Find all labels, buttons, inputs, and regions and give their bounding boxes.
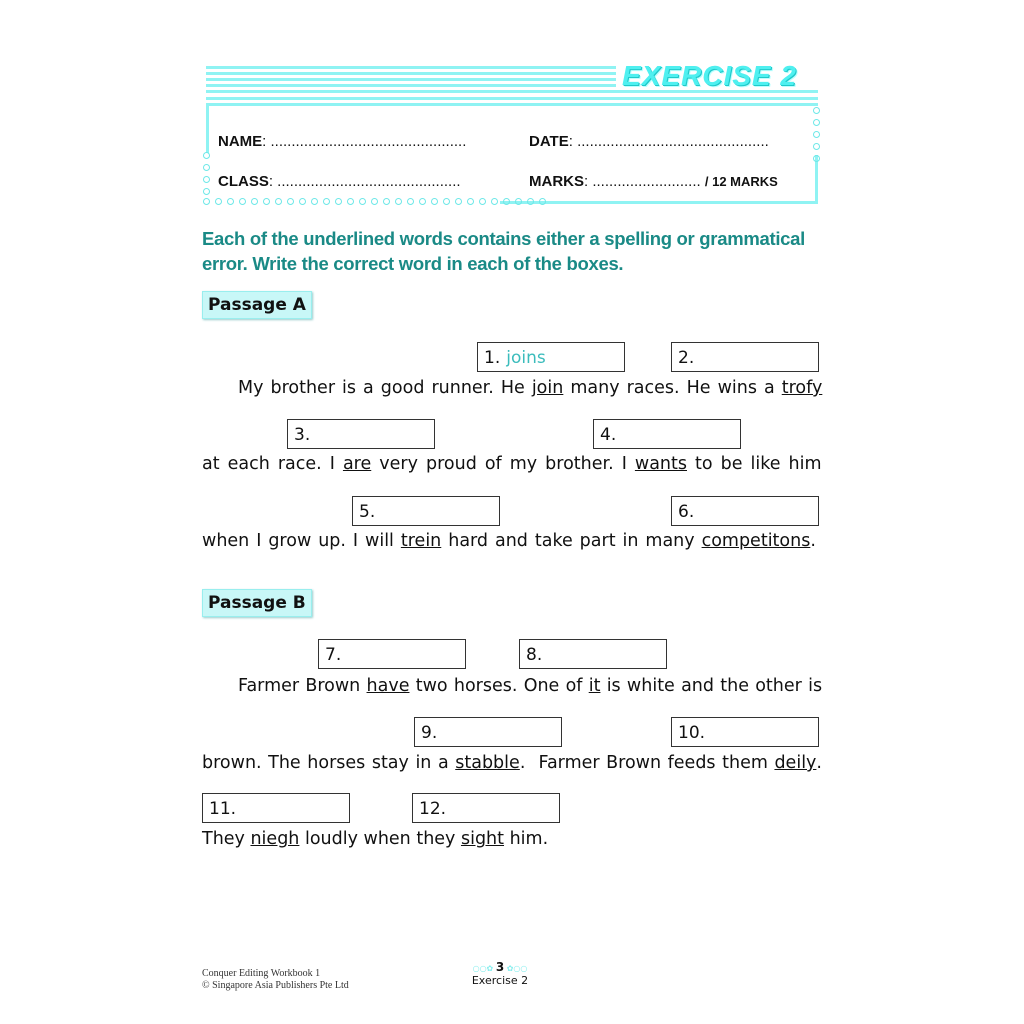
header-rule <box>206 97 818 100</box>
passage-line <box>238 676 822 696</box>
underlined-error-word: stabble <box>455 753 520 773</box>
answer-box-1[interactable] <box>477 342 625 372</box>
answer-input[interactable] <box>705 722 809 743</box>
box-number: 3. <box>294 425 311 445</box>
passage-text: many races. He wins a <box>563 378 782 398</box>
answer-input[interactable] <box>694 347 798 368</box>
box-number: 5. <box>359 502 376 522</box>
box-number: 7. <box>325 645 342 665</box>
book-title: Conquer Editing Workbook 1 <box>202 968 321 979</box>
answer-box-4[interactable] <box>593 419 741 449</box>
answer-input[interactable] <box>341 644 445 665</box>
underlined-error-word: niegh <box>250 829 300 849</box>
answer-box-3[interactable] <box>287 419 435 449</box>
passage-line <box>238 378 822 398</box>
passage-line <box>202 454 822 474</box>
passage-text: at each race. I <box>202 454 343 474</box>
answer-text: joins <box>506 348 546 368</box>
underlined-error-word: have <box>366 676 410 696</box>
passage-text: brown. The horses stay in a <box>202 753 456 773</box>
underlined-error-word: sight <box>460 829 505 849</box>
date-field[interactable]: DATE: .............................................. <box>529 133 769 150</box>
box-number: 1. <box>484 348 501 368</box>
answer-box-5[interactable] <box>352 496 500 526</box>
copyright: © Singapore Asia Publishers Pte Ltd <box>202 980 349 991</box>
marks-field[interactable]: MARKS: .......................... / 12 MARKS <box>529 173 778 190</box>
answer-box-6[interactable] <box>671 496 819 526</box>
passage-text: when I grow up. I will <box>202 531 401 551</box>
passage-text: . <box>816 753 822 773</box>
footer-publisher <box>202 968 349 992</box>
passage-text: Farmer Brown <box>238 676 367 696</box>
answer-input[interactable] <box>236 798 340 819</box>
underlined-error-word: wants <box>634 454 687 474</box>
box-number: 4. <box>600 425 617 445</box>
passage-a-title: Passage A <box>202 291 312 319</box>
underlined-error-word: join <box>531 378 564 398</box>
passage-text: They <box>202 829 251 849</box>
footer-page <box>440 960 560 987</box>
frame-left-border <box>206 103 209 153</box>
header-rule <box>206 103 818 106</box>
underlined-error-word: trofy <box>781 378 823 398</box>
box-number: 9. <box>421 723 438 743</box>
answer-box-11[interactable] <box>202 793 350 823</box>
answer-input[interactable] <box>310 424 414 445</box>
passage-b-title: Passage B <box>202 589 312 617</box>
passage-line <box>202 531 816 551</box>
answer-input[interactable] <box>616 424 720 445</box>
passage-text: is white and the other is <box>600 676 823 696</box>
answer-input[interactable] <box>437 722 541 743</box>
frame-right-border <box>815 155 818 203</box>
box-number: 11. <box>209 799 237 819</box>
dots-right <box>813 107 820 162</box>
passage-text: hard and take part in many <box>441 531 702 551</box>
underlined-error-word: deily <box>774 753 817 773</box>
exercise-logo: EXERCISE 2 <box>622 60 797 91</box>
answer-input[interactable] <box>375 501 479 522</box>
box-number: 10. <box>678 723 706 743</box>
underlined-error-word: competitons <box>701 531 811 551</box>
decoration-icon: ○○✿ <box>472 964 496 973</box>
dots-left <box>203 152 210 195</box>
dots-bottom <box>203 198 546 205</box>
passage-text: My brother is a good runner. He <box>238 378 532 398</box>
name-field[interactable]: NAME: ............................................... <box>218 133 467 150</box>
passage-text: to be like him <box>687 454 822 474</box>
box-number: 12. <box>419 799 447 819</box>
passage-text: . Farmer Brown feeds them <box>519 753 775 773</box>
decoration-icon: ✿○○ <box>504 964 528 973</box>
passage-text: very proud of my brother. I <box>371 454 635 474</box>
passage-text: two horses. One of <box>409 676 589 696</box>
instruction-text: Each of the underlined words contains either a spelling or grammatical error. Write the correct word in each of the boxes. <box>202 228 805 274</box>
answer-box-10[interactable] <box>671 717 819 747</box>
class-field[interactable]: CLASS: ............................................ <box>218 173 461 190</box>
box-number: 6. <box>678 502 695 522</box>
frame-bottom-border <box>500 201 818 204</box>
passage-text: . <box>810 531 816 551</box>
box-number: 8. <box>526 645 543 665</box>
box-number: 2. <box>678 348 695 368</box>
underlined-error-word: it <box>588 676 601 696</box>
answer-box-2[interactable] <box>671 342 819 372</box>
underlined-error-word: trein <box>400 531 442 551</box>
answer-box-7[interactable] <box>318 639 466 669</box>
underlined-error-word: are <box>342 454 372 474</box>
passage-line <box>202 753 822 773</box>
page-number: 3 <box>495 960 505 974</box>
answer-box-9[interactable] <box>414 717 562 747</box>
answer-box-8[interactable] <box>519 639 667 669</box>
answer-input[interactable] <box>542 644 646 665</box>
passage-line <box>202 829 552 849</box>
passage-text: him. <box>504 829 549 849</box>
answer-input[interactable] <box>694 501 798 522</box>
answer-input[interactable] <box>446 798 550 819</box>
passage-text: loudly when they <box>299 829 461 849</box>
answer-box-12[interactable] <box>412 793 560 823</box>
section-label: Exercise 2 <box>471 974 529 987</box>
